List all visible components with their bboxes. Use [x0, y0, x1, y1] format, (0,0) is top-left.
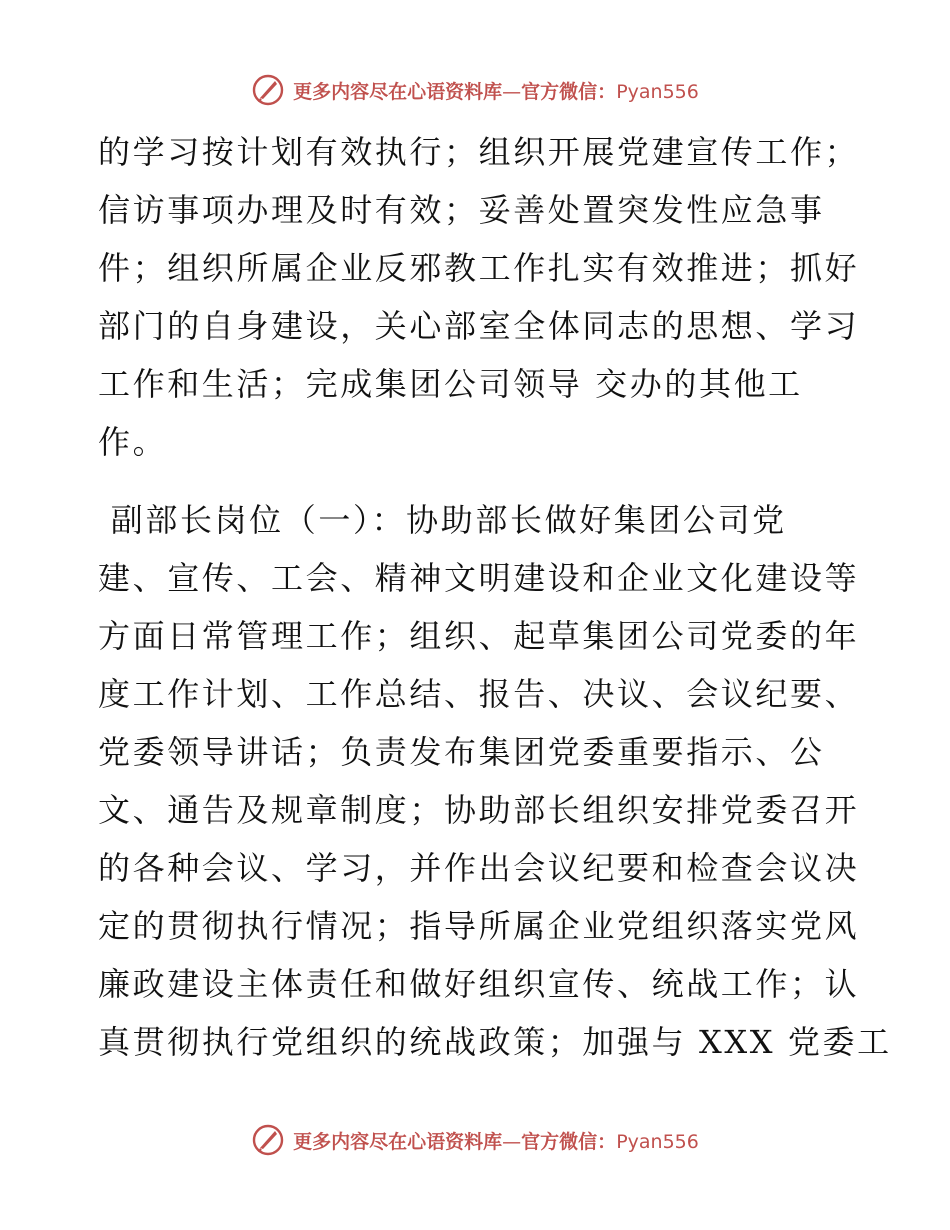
watermark-label: 官方微信： — [521, 1130, 617, 1153]
text-line: 件；组织所属企业反邪教工作扎实有效推进；抓好 — [98, 249, 860, 287]
watermark-label: 官方微信： — [521, 80, 617, 103]
quill-logo-icon — [251, 1123, 285, 1157]
watermark-header — [0, 70, 950, 110]
paragraph-2 — [98, 491, 892, 1071]
text-line: 工作和生活；完成集团公司领导 交办的其他工 — [98, 365, 803, 403]
text-line: 的各种会议、学习，并作出会议纪要和检查会议决 — [98, 849, 860, 887]
text-line: 部门的自身建设，关心部室全体同志的思想、学习 — [98, 307, 860, 345]
text-line: 信访事项办理及时有效；妥善处置突发性应急事 — [98, 191, 825, 229]
text-line: 党委领导讲话；负责发布集团党委重要指示、公 — [98, 733, 825, 771]
text-line: 副部长岗位（一）：协助部长做好集团公司党 — [98, 501, 787, 539]
watermark-main: 更多内容尽在心语资料库 — [293, 80, 503, 103]
text-line: 作。 — [98, 423, 168, 461]
paragraph-gap — [98, 471, 858, 491]
text-line: 度工作计划、工作总结、报告、决议、会议纪要、 — [98, 675, 860, 713]
quill-logo-icon — [251, 73, 285, 107]
text-line: 建、宣传、工会、精神文明建设和企业文化建设等 — [98, 559, 860, 597]
text-line: 廉政建设主体责任和做好组织宣传、统战工作；认 — [98, 965, 860, 1003]
watermark-account: Pyan556 — [616, 80, 699, 103]
watermark-separator: — — [502, 80, 522, 103]
text-line: 真贯彻执行党组织的统战政策；加强与 XXX 党委工 — [98, 1023, 892, 1061]
watermark-text — [293, 77, 699, 104]
watermark-main: 更多内容尽在心语资料库 — [293, 1130, 503, 1153]
watermark-text — [293, 1127, 699, 1154]
text-line: 方面日常管理工作；组织、起草集团公司党委的年 — [98, 617, 860, 655]
watermark-separator: — — [502, 1130, 522, 1153]
watermark-account: Pyan556 — [616, 1130, 699, 1153]
paragraph-1 — [98, 123, 858, 471]
document-body — [98, 123, 892, 1071]
watermark-footer — [0, 1120, 950, 1160]
text-line: 的学习按计划有效执行；组织开展党建宣传工作； — [98, 133, 860, 171]
text-line: 定的贯彻执行情况；指导所属企业党组织落实党风 — [98, 907, 860, 945]
text-line: 文、通告及规章制度；协助部长组织安排党委召开 — [98, 791, 860, 829]
